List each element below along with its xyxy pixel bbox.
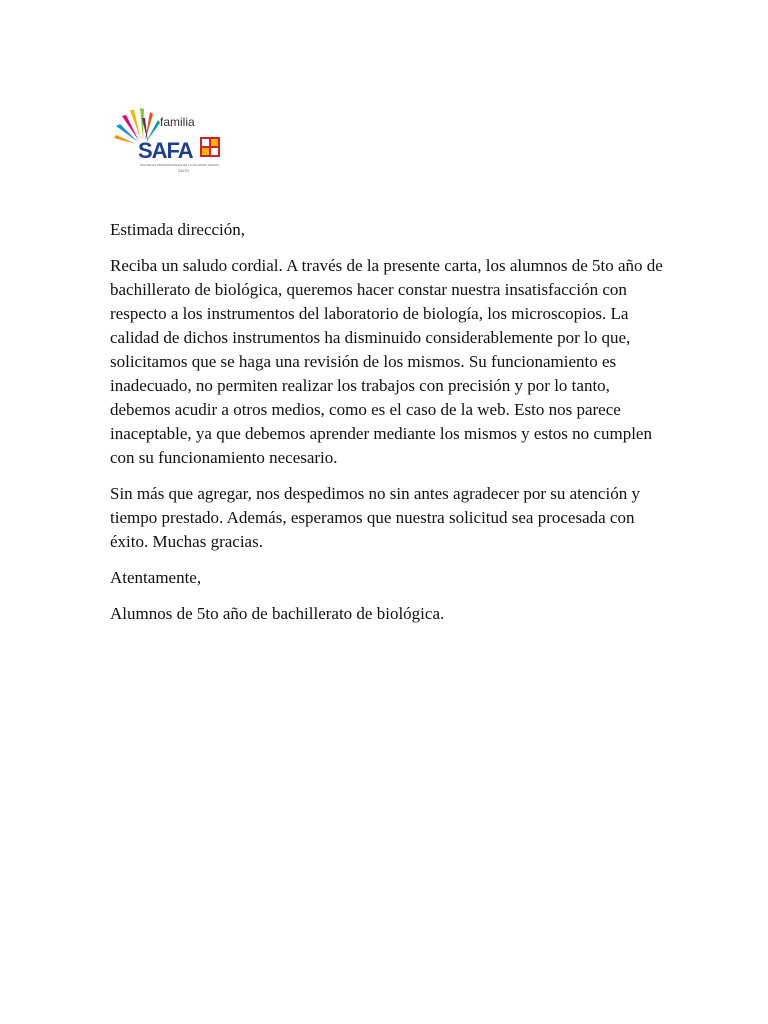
letter-paragraph-2: Sin más que agregar, nos despedimos no sin antes agradecer por su atención y tiempo prestado. Además, esperamos que nuestra solicitud sea procesada con éxito. Muchas gracias. bbox=[110, 484, 640, 551]
logo-brand-text: SAFA bbox=[138, 138, 193, 163]
safa-logo-graphic bbox=[112, 106, 224, 176]
logo-sub: SALTO bbox=[178, 169, 190, 173]
logo-shield-icon bbox=[200, 137, 220, 157]
letter-body bbox=[110, 218, 670, 638]
letter-signature: Alumnos de 5to año de bachillerato de biológica. bbox=[110, 604, 445, 623]
letter-closing: Atentamente, bbox=[110, 568, 202, 587]
letter-greeting: Estimada dirección, bbox=[110, 220, 246, 239]
letter-paragraph-1: Reciba un saludo cordial. A través de la presente carta, los alumnos de 5to año de bachillerato de biológica, queremos hacer constar nuestra insatisfacción con respecto a los instrumentos del laboratorio de biología, los microscopios. La calidad de dichos instrumentos ha disminuido considerablemente por lo que, solicitamos que se haga una revisión de los mismos. Su funcionamiento es inadecuado, no permiten realizar los trabajos con precisión y por lo tanto, debemos acudir a otros medios, como es el caso de la web. Esto nos parece inaceptable, ya que debemos aprender mediante los mismos y estos no cumplen con su funcionamiento necesario. bbox=[110, 256, 663, 467]
safa-logo bbox=[112, 106, 224, 176]
logo-tagline: ESCUELAS PROFESIONALES DE LA SAGRADA FAMILIA bbox=[140, 163, 220, 167]
logo-familia-text: familia bbox=[160, 115, 195, 129]
